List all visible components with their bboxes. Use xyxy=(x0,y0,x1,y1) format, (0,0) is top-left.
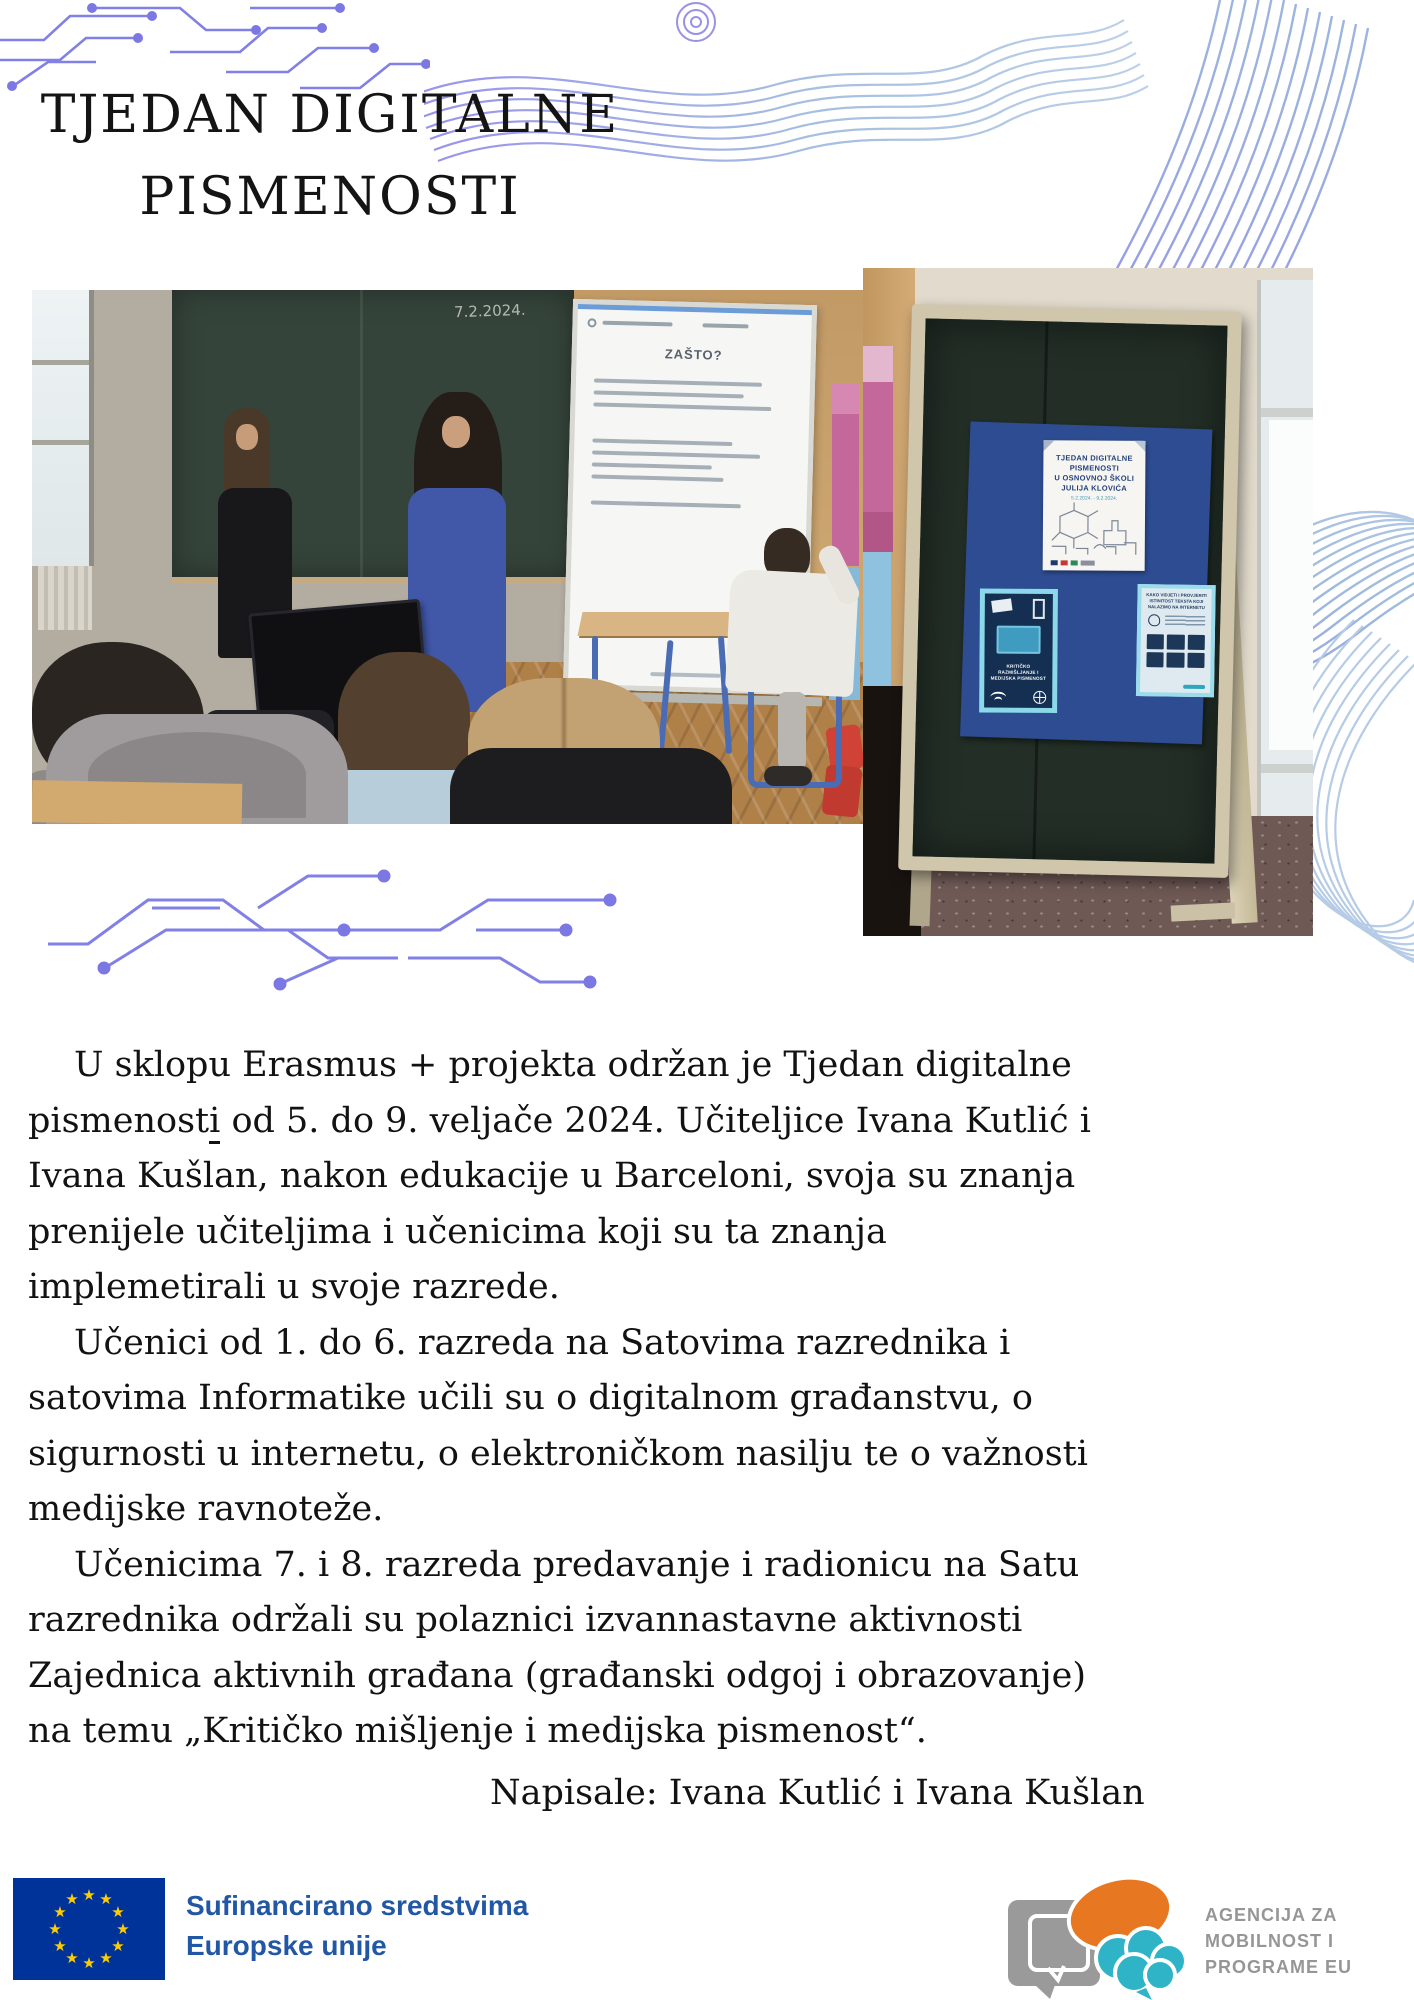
window-mullion xyxy=(1261,764,1313,773)
slide-text-bar xyxy=(591,500,741,508)
agency-name-line2: MOBILNOST I xyxy=(1205,1931,1334,1951)
student-legs xyxy=(778,692,806,770)
flyer-illustration xyxy=(991,598,1012,613)
paragraph-1-text: od 5. do 9. veljače 2024. Učiteljice Ivana Kutlić i Ivana Kušlan, nakon edukacije u Barceloni, svoja su znanja prenijele učiteljima i učenicima koji su ta znanja implemetirali u svoje razrede. xyxy=(28,1100,1091,1307)
underlined-letter: i xyxy=(209,1101,220,1144)
slide-text-bar xyxy=(592,462,712,469)
svg-text:★: ★ xyxy=(99,1890,113,1908)
student-white-shirt xyxy=(720,528,863,824)
student-shoe xyxy=(764,766,812,786)
svg-text:★: ★ xyxy=(53,1937,67,1955)
flyer-critical-thinking xyxy=(979,588,1058,713)
agency-name xyxy=(1205,1902,1352,1980)
paragraph-1-text: U sklopu Erasmus + projekta održan je Tjedan digitalne pismenost xyxy=(28,1045,1072,1141)
paragraph-1 xyxy=(28,1038,1114,1316)
slide-text-bar xyxy=(592,438,732,446)
flyer-fact-checking xyxy=(1136,584,1216,697)
article-body xyxy=(28,1038,1145,1821)
easel-foot xyxy=(1171,902,1236,921)
circuit-decoration-middle xyxy=(48,866,648,992)
poster-logo xyxy=(1061,560,1068,565)
flyer-text-line: ISTINITOST TEKSTA KOJI xyxy=(1149,598,1204,605)
teal-cloud-icon xyxy=(1096,1928,1186,1992)
hallway-poster-pink xyxy=(863,346,893,552)
eu-funding-line1: Sufinancirano sredstvima xyxy=(186,1890,529,1921)
student-desk xyxy=(577,612,742,636)
poster-logo xyxy=(1081,560,1095,565)
flyer-text-bars xyxy=(1165,615,1205,626)
flyer-text-line: NALAZIMO NA INTERNETU xyxy=(1147,604,1205,611)
poster-title-line: JULIJA KLOVIĆA xyxy=(1061,483,1128,493)
svg-text:★: ★ xyxy=(111,1937,125,1955)
slide-header-text-bar xyxy=(702,323,748,328)
eu-funding-text xyxy=(186,1886,528,1966)
svg-text:★: ★ xyxy=(65,1890,79,1908)
flyer-text-line: KRITIČKO xyxy=(1006,663,1031,669)
svg-text:★: ★ xyxy=(53,1903,67,1921)
slide-header-strip xyxy=(578,304,812,315)
flyer-brand-mark xyxy=(1183,685,1205,689)
page-title xyxy=(30,74,630,238)
window-mullion xyxy=(32,360,89,365)
paragraph-2: Učenici od 1. do 6. razreda na Satovima razrednika i satovima Informatike učili su o digitalnom građanstvu, o sigurnosti u internetu, o elektroničkom nasilju te o važnosti medijske ravnoteže. xyxy=(28,1322,1088,1529)
slide-text-bar xyxy=(594,378,762,386)
poster-title-line: TJEDAN DIGITALNE xyxy=(1056,453,1133,463)
bulletin-board-photo xyxy=(863,268,1313,936)
poster-logo xyxy=(1051,560,1058,565)
agency-name-line1: AGENCIJA ZA xyxy=(1205,1905,1338,1925)
svg-text:★: ★ xyxy=(82,1954,96,1972)
poster-corner-doodle xyxy=(1043,440,1054,451)
page-title-line1: TJEDAN DIGITALNE xyxy=(40,85,620,145)
teacher-face xyxy=(442,416,470,448)
svg-text:★: ★ xyxy=(116,1920,130,1938)
svg-text:★: ★ xyxy=(111,1903,125,1921)
chalkboard-date: 7.2.2024. xyxy=(454,300,527,322)
wifi-icon xyxy=(990,692,1006,704)
flyer-tile xyxy=(1147,634,1165,649)
head-profile-icon xyxy=(1148,614,1160,626)
poster-logo xyxy=(1071,560,1078,565)
window-mullion xyxy=(32,440,89,445)
flyer-text-line: RAZMIŠLJANJE I xyxy=(998,669,1039,675)
flyer-monitor-icon xyxy=(997,626,1041,654)
slide-text-bar xyxy=(592,450,760,458)
easel-frame xyxy=(898,304,1242,878)
teacher-face xyxy=(236,424,258,450)
gray-bubble-tail xyxy=(1034,1982,1056,1999)
flyer-text xyxy=(984,664,1052,682)
globe-icon xyxy=(1033,691,1046,704)
poster-logo-row xyxy=(1051,560,1095,565)
agency-speech-bubbles-logo xyxy=(1000,1862,1200,2000)
slide-logo-icon xyxy=(587,318,596,327)
hallway-poster-blue xyxy=(863,552,891,698)
window-mullion xyxy=(1261,408,1313,417)
byline: Napisale: Ivana Kutlić i Ivana Kušlan xyxy=(490,1772,1145,1813)
agency-name-line3: PROGRAME EU xyxy=(1205,1957,1353,1977)
poster-title-line: U OSNOVNOJ ŠKOLI xyxy=(1054,473,1135,483)
poster-corner-doodle xyxy=(1134,441,1145,452)
poster-title-line: PISMENOSTI xyxy=(1069,463,1120,473)
svg-text:★: ★ xyxy=(99,1949,113,1967)
flyer-tile xyxy=(1167,652,1185,667)
felt-board xyxy=(912,318,1227,863)
week-poster xyxy=(1043,440,1146,571)
slide-text-bar xyxy=(594,390,744,398)
poster-date: 5.2.2024. - 9.2.2024. xyxy=(1071,495,1118,502)
slide-footer-bar xyxy=(650,672,720,678)
agency-footer xyxy=(1000,1862,1414,2000)
student-black-jacket xyxy=(450,748,732,824)
slide-header-text-bar xyxy=(602,321,672,327)
svg-text:★: ★ xyxy=(82,1886,96,1904)
classroom-window xyxy=(32,290,94,566)
circuit-traces xyxy=(48,876,604,982)
classroom-photo xyxy=(32,290,863,824)
slide-text-bar xyxy=(591,474,723,481)
chalkboard-seam xyxy=(360,290,363,577)
svg-text:★: ★ xyxy=(48,1920,62,1938)
flyer-text-line: MEDIJSKA PISMENOST xyxy=(990,675,1047,681)
slide-text-bar xyxy=(593,402,771,411)
flyer-tile xyxy=(1167,634,1185,649)
eu-flag xyxy=(13,1878,165,1980)
slide-title: ZAŠTO? xyxy=(664,346,723,363)
flyer-tile xyxy=(1146,652,1164,667)
radiator xyxy=(38,566,92,630)
window-light xyxy=(1269,420,1313,750)
front-desk xyxy=(32,780,242,824)
flyer-text-line: KAKO VIDJETI I PROVJERITI xyxy=(1146,592,1207,599)
page-title-line2: PISMENOSTI xyxy=(139,167,521,227)
flyer-tile-grid xyxy=(1146,634,1205,668)
flyer-phone-icon xyxy=(1033,599,1045,619)
hallway-window xyxy=(1257,280,1313,882)
concentric-circles-accent xyxy=(677,3,715,41)
slide-header xyxy=(587,316,797,333)
paragraph-3: Učenicima 7. i 8. razreda predavanje i radionicu na Satu razrednika održali su polaznici izvannastavne aktivnosti Zajednica aktivnih građana (građanski odgoj i obrazovanje) na temu „Kritičko mišljenje i medijska pismenost“. xyxy=(28,1544,1086,1751)
svg-text:★: ★ xyxy=(65,1949,79,1967)
flyer-text xyxy=(1145,592,1207,611)
flyer-tile xyxy=(1187,635,1205,650)
flyer-tile xyxy=(1187,653,1205,668)
poster-doodle-city xyxy=(1046,502,1142,555)
eu-funding-line2: Europske unije xyxy=(186,1930,387,1961)
